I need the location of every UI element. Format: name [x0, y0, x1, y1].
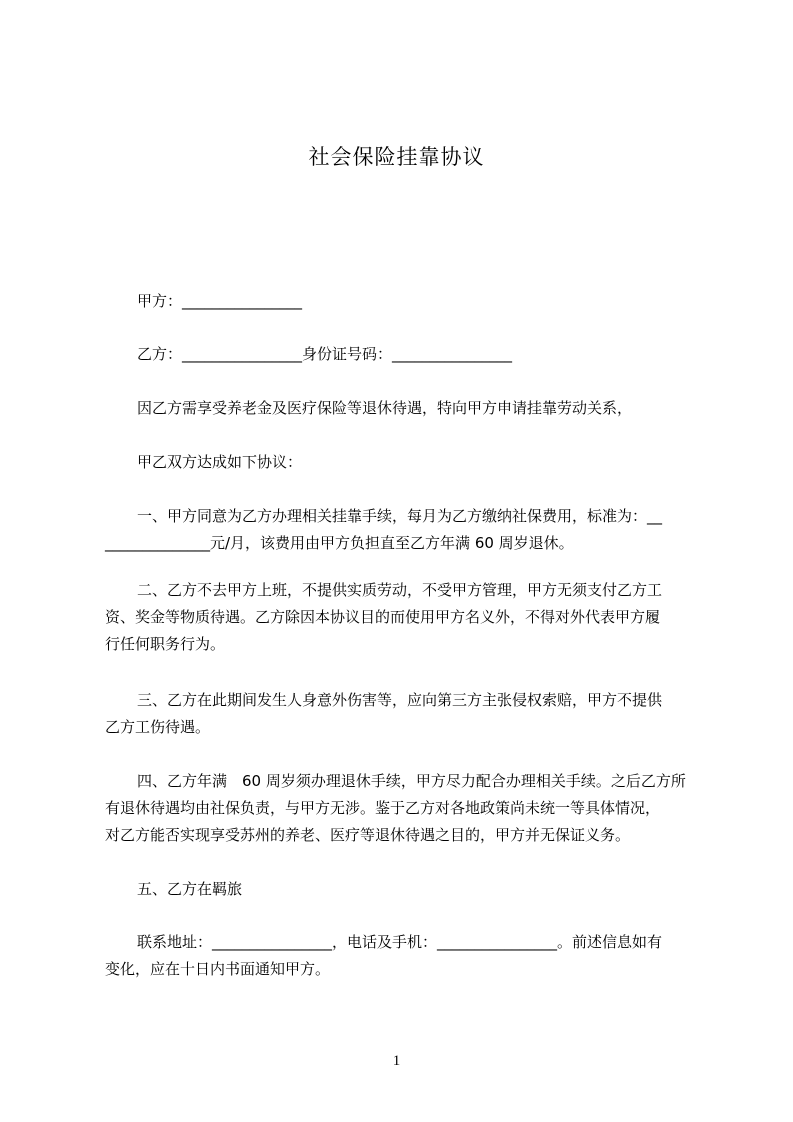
party-b-label: 乙方：: [137, 345, 183, 363]
clause-2-line-1: 二、乙方不去甲方上班，不提供实质劳动，不受甲方管理，甲方无须支付乙方工: [137, 581, 663, 599]
clause-3-line-1: 三、乙方在此期间发生人身意外伤害等，应向第三方主张侵权索赔，甲方不提供: [137, 691, 663, 709]
page-number: 1: [392, 1053, 401, 1069]
clause-4: [105, 768, 705, 849]
contact-address-blank: ________________: [212, 933, 333, 951]
clause-4-line-1: 四、乙方年满 60 周岁须办理退休手续，甲方尽力配合办理相关手续。之后乙方所: [137, 772, 686, 790]
id-number-blank: ________________: [392, 345, 513, 363]
clause-2-line-3: 行任何职务行为。: [105, 635, 226, 653]
contact-line-1: [105, 929, 705, 956]
page-title: 社会保险挂靠协议: [308, 145, 485, 169]
clause-1: [105, 503, 705, 557]
clause-5: 五、乙方在羁旅: [137, 880, 243, 898]
contact-line-2: 变化，应在十日内书面通知甲方。: [105, 960, 331, 978]
party-b-line: [105, 341, 737, 368]
clause-2: [105, 577, 705, 658]
agreement-intro: 甲乙双方达成如下协议：: [137, 453, 303, 471]
clause-3: [105, 687, 705, 741]
contact-address-label: 联系地址：: [137, 933, 213, 951]
contact-paragraph: [105, 929, 705, 983]
clause-1-line-1: 一、甲方同意为乙方办理相关挂靠手续，每月为乙方缴纳社保费用，标准为：__: [137, 507, 663, 525]
party-a-line: [105, 288, 737, 315]
party-a-label: 甲方：: [137, 292, 183, 310]
clause-1-line-2-text: 元/月，该费用由甲方负担直至乙方年满 60 周岁退休。: [210, 534, 574, 552]
party-a-blank: ________________: [182, 292, 303, 310]
reason-paragraph: 因乙方需享受养老金及医疗保险等退休待遇，特向甲方申请挂靠劳动关系，: [137, 399, 633, 417]
clause-2-line-2: 资、奖金等物质待遇。乙方除因本协议目的而使用甲方名义外，不得对外代表甲方履: [105, 608, 661, 626]
party-b-blank: ________________: [182, 345, 303, 363]
contact-phone-label: ，电话及手机：: [332, 933, 438, 951]
clause-3-line-2: 乙方工伤待遇。: [105, 718, 211, 736]
clause-4-line-2: 有退休待遇均由社保负责，与甲方无涉。鉴于乙方对各地政策尚未统一等具体情况，: [105, 799, 661, 817]
contact-phone-blank: ________________: [437, 933, 558, 951]
fee-blank: ______________: [105, 534, 210, 552]
clause-1-line-2: [105, 530, 705, 557]
id-number-label: 身份证号码：: [302, 345, 393, 363]
clause-4-line-3: 对乙方能否实现享受苏州的养老、医疗等退休待遇之目的，甲方并无保证义务。: [105, 826, 631, 844]
contact-line-1-tail: 。前述信息如有: [557, 933, 663, 951]
